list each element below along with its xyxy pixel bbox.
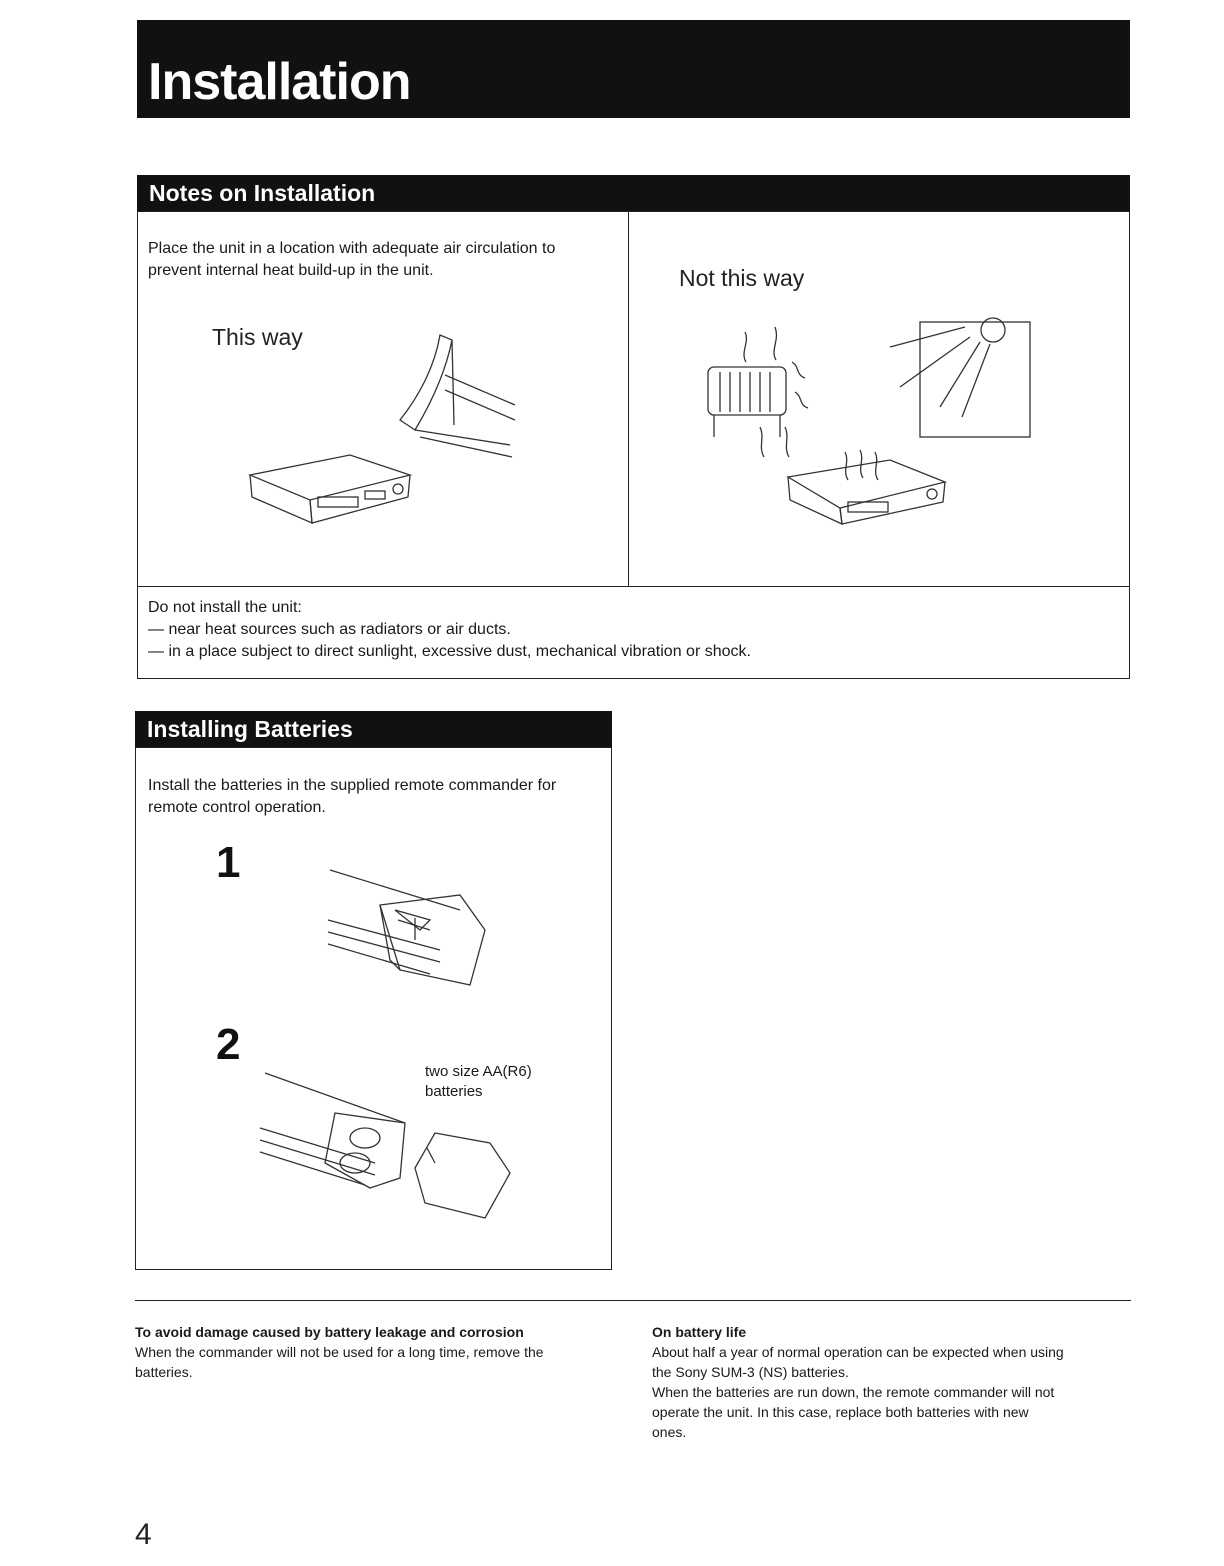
batteries-intro — [148, 775, 556, 819]
step-2-number: 2 — [216, 1020, 241, 1069]
battery-label — [425, 1062, 532, 1102]
battery-life-note — [652, 1323, 1132, 1442]
battery-life-line: About half a year of normal operation can be expected when using — [652, 1344, 1064, 1360]
installation-warning-title: Do not install the unit: — [148, 599, 302, 616]
notes-installation-heading: Notes on Installation — [149, 180, 376, 206]
installation-warning — [148, 597, 751, 663]
battery-life-line: ones. — [652, 1424, 687, 1440]
batteries-intro-line1: Install the batteries in the supplied remote commander for — [148, 777, 557, 794]
not-this-way-label: Not this way — [679, 265, 805, 291]
installation-warning-item: — in a place subject to direct sunlight, excessive dust, mechanical vibration or shock. — [148, 643, 751, 660]
this-way-label: This way — [212, 324, 303, 350]
leakage-note-line1: When the commander will not be used for a long time, remove the — [135, 1344, 544, 1360]
page-title: Installation — [148, 53, 411, 111]
page-number: 4 — [135, 1518, 152, 1551]
battery-life-line: the Sony SUM-3 (NS) batteries. — [652, 1364, 849, 1380]
installing-batteries-header — [135, 711, 612, 748]
installing-batteries-heading: Installing Batteries — [147, 716, 353, 742]
row-divider — [137, 586, 1130, 587]
installation-intro-line2: prevent internal heat build-up in the unit. — [148, 262, 434, 279]
batteries-intro-line2: remote control operation. — [148, 799, 326, 816]
installation-warning-item: — near heat sources such as radiators or air ducts. — [148, 621, 511, 638]
battery-label-line2: batteries — [425, 1083, 483, 1100]
column-divider — [628, 211, 629, 586]
leakage-note — [135, 1323, 625, 1382]
installation-intro — [148, 238, 555, 282]
footnote-divider — [135, 1300, 1131, 1301]
remote-open-cover-illustration — [320, 860, 500, 1000]
receiver-bad-placement-illustration — [700, 312, 1040, 542]
leakage-note-line2: batteries. — [135, 1364, 193, 1380]
receiver-good-placement-illustration — [240, 325, 540, 535]
step-1-number: 1 — [216, 838, 241, 887]
battery-life-title: On battery life — [652, 1324, 747, 1340]
battery-life-line: operate the unit. In this case, replace both batteries with new — [652, 1404, 1029, 1420]
installation-intro-line1: Place the unit in a location with adequate air circulation to — [148, 240, 556, 257]
leakage-note-title: To avoid damage caused by battery leakage and corrosion — [135, 1324, 524, 1340]
notes-installation-header — [137, 175, 1130, 212]
battery-label-line1: two size AA(R6) — [425, 1063, 532, 1080]
battery-life-line: When the batteries are run down, the remote commander will not — [652, 1384, 1055, 1400]
